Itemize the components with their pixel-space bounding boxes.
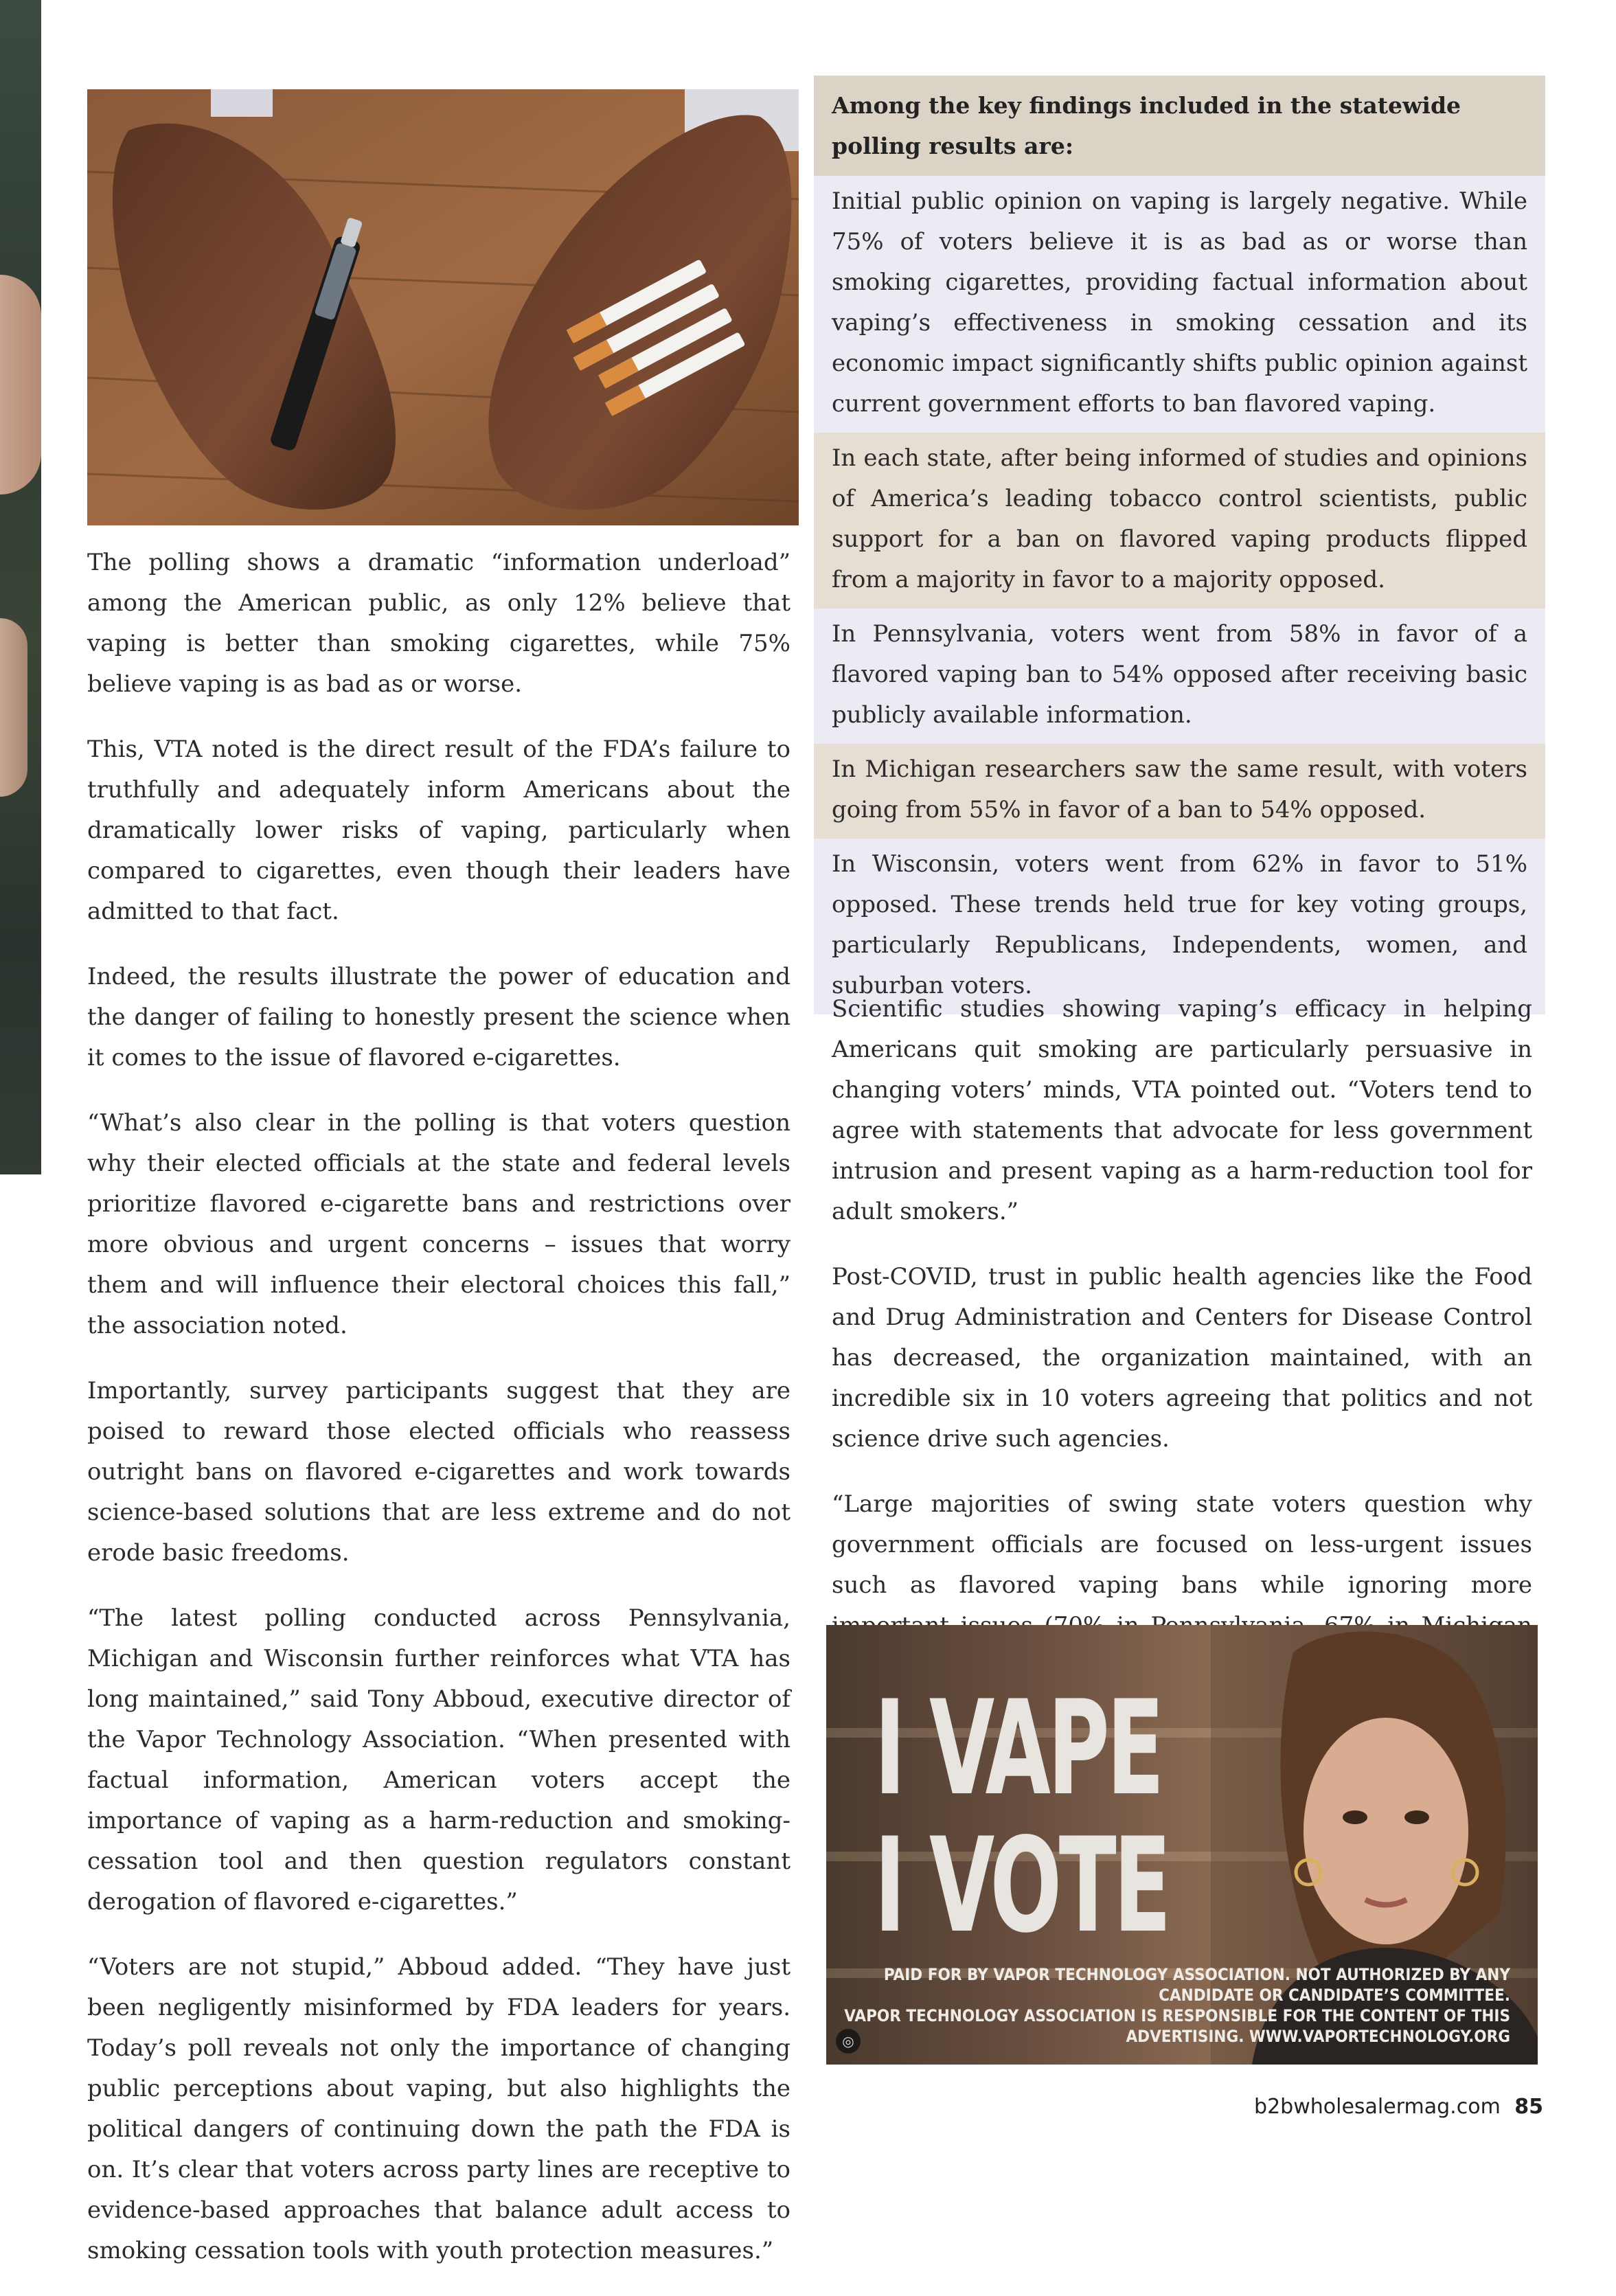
ad-disclaimer-line1: PAID FOR BY VAPOR TECHNOLOGY ASSOCIATION. NOT AUTHORIZED BY ANY CANDIDATE OR CANDIDATE’S COMMITTEE. bbox=[883, 1965, 1510, 2005]
page-footer bbox=[1254, 2095, 1543, 2119]
ad-headline bbox=[874, 1672, 1169, 1962]
finding-item: In Wisconsin, voters went from 62% in favor to 51% opposed. These trends held true for key voting groups, particularly Republicans, Independents, women, and suburban voters. bbox=[814, 839, 1545, 1014]
right-paragraph: Post-COVID, trust in public health agencies like the Food and Drug Administration and Centers for Disease Control has decreased, the organization maintained, with an incredible six in 10 voters agreeing that politics and not science drive such agencies. bbox=[832, 1263, 1532, 1453]
left-paragraph: “The latest polling conducted across Pennsylvania, Michigan and Wisconsin further reinforces what VTA has long maintained,” said Tony Abboud, executive director of the Vapor Technology Association. “When presented with factual information, American voters accept the importance of vaping as a harm-reduction and smoking-cessation tool and then question regulators constant derogation of flavored e-cigarettes.” bbox=[87, 1604, 790, 1916]
left-paragraph: Importantly, survey participants suggest that they are poised to reward those elected officials who reassess outright bans on flavored e-cigarettes and work towards science-based solutions that are less extreme and do not erode basic freedoms. bbox=[87, 1377, 790, 1567]
finding-item: Initial public opinion on vaping is largely negative. While 75% of voters believe it is as bad as or worse than smoking cigarettes, providing factual information about vaping’s effectiveness in smoking cessation and its economic impact significantly shifts public opinion against current government efforts to ban flavored vaping. bbox=[814, 176, 1545, 433]
footer-site: b2bwholesalermag.com bbox=[1254, 2095, 1501, 2119]
finding-item: In Pennsylvania, voters went from 58% in favor of a flavored vaping ban to 54% opposed after receiving basic publicly available information. bbox=[814, 609, 1545, 744]
key-findings-heading: Among the key findings included in the statewide polling results are: bbox=[814, 76, 1545, 176]
right-paragraph: “Large majorities of swing state voters question why government officials are focused on less-urgent issues such as flavored vaping bans while ignoring more bbox=[832, 1490, 1532, 1599]
ad-headline-line2: I VOTE bbox=[874, 1810, 1169, 1962]
left-paragraph: “Voters are not stupid,” Abboud added. “They have just been negligently misinformed by FDA leaders for years. Today’s poll reveals not only the importance of changing public perceptions about vaping, but also highlights the political dangers of continuing down the path the FDA is on. It’s clear that voters across party lines are receptive to evidence-based approaches that balance adult access to smoking cessation tools with youth protection measures.” bbox=[87, 1953, 790, 2264]
left-paragraph: Indeed, the results illustrate the power of education and the danger of failing to honestly present the science when it comes to the issue of flavored e-cigarettes. bbox=[87, 963, 790, 1071]
right-paragraph: Scientific studies showing vaping’s efficacy in helping Americans quit smoking are particularly persuasive in changing voters’ minds, VTA pointed out. “Voters tend to agree with statements that advocate for less government intrusion and present vaping as a harm-reduction tool for adult smokers.” bbox=[832, 995, 1532, 1225]
key-findings-box bbox=[814, 76, 1545, 1014]
left-paragraph: The polling shows a dramatic “information underload” among the American public, as only 12% believe that vaping is better than smoking cigarettes, while 75% believe vaping is as bad as or worse. bbox=[87, 549, 790, 698]
page-number: 85 bbox=[1514, 2095, 1543, 2119]
edge-photo-strip bbox=[0, 0, 41, 1174]
i-vape-i-vote-ad bbox=[826, 1625, 1538, 2065]
left-column bbox=[87, 543, 790, 2296]
left-paragraph: This, VTA noted is the direct result of the FDA’s failure to truthfully and adequately inform Americans about the dramatically lower risks of vaping, particularly when compared to cigarettes, even though their leaders have admitted to that fact. bbox=[87, 736, 790, 925]
ad-disclaimer-line2: VAPOR TECHNOLOGY ASSOCIATION IS RESPONSIBLE FOR THE CONTENT OF THIS ADVERTISING. WWW.VAPORTECHNOLOGY.ORG bbox=[844, 2006, 1510, 2046]
right-column bbox=[832, 989, 1532, 1712]
camera-lens-icon: ◎ bbox=[836, 2029, 861, 2054]
ad-headline-line1: I VAPE bbox=[874, 1672, 1162, 1824]
left-paragraph: “What’s also clear in the polling is that voters question why their elected officials at the state and federal levels prioritize flavored e-cigarette bans and restrictions over more obvious and urgent concerns – issues that worry them and will influence their electoral choices this fall,” the association noted. bbox=[87, 1109, 790, 1339]
ad-disclaimer bbox=[826, 1964, 1538, 2047]
finding-item: In Michigan researchers saw the same result, with voters going from 55% in favor of a ban to 54% opposed. bbox=[814, 744, 1545, 839]
finding-item: In each state, after being informed of studies and opinions of America’s leading tobacco control scientists, public support for a ban on flavored vaping products flipped from a majority in favor to a majority opposed. bbox=[814, 433, 1545, 609]
hands-ecig-cigarettes-photo bbox=[87, 89, 799, 525]
